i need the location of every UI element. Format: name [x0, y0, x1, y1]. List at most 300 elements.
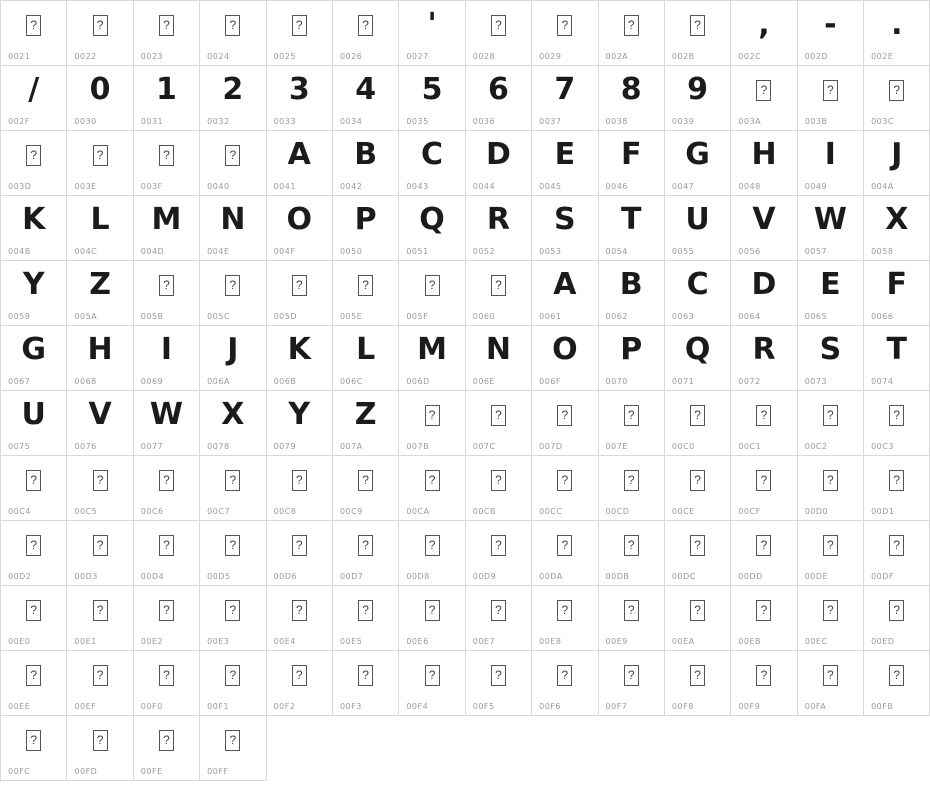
glyph-cell[interactable] [599, 391, 665, 456]
glyph-cell[interactable] [798, 586, 864, 651]
glyph-cell[interactable] [399, 196, 465, 261]
glyph-cell[interactable] [267, 586, 333, 651]
glyph-cell[interactable] [134, 651, 200, 716]
glyph-cell[interactable] [333, 261, 399, 326]
glyph-character: R [486, 202, 510, 237]
glyph-cell[interactable] [67, 521, 133, 586]
glyph-cell[interactable] [864, 521, 930, 586]
glyph-cell[interactable] [731, 391, 797, 456]
glyph-cell[interactable] [599, 196, 665, 261]
glyph-codepoint: 00E9 [605, 637, 628, 646]
glyph-character: I [160, 332, 173, 367]
glyph-cell[interactable] [731, 1, 797, 66]
glyph-cell[interactable] [1, 521, 67, 586]
glyph-codepoint: 00EF [74, 702, 97, 711]
glyph-cell[interactable] [67, 261, 133, 326]
glyph-cell[interactable] [665, 1, 731, 66]
glyph-cell[interactable] [466, 326, 532, 391]
glyph-cell[interactable] [333, 131, 399, 196]
glyph-cell[interactable] [200, 1, 266, 66]
glyph-cell[interactable] [532, 456, 598, 521]
glyph-cell[interactable] [731, 326, 797, 391]
glyph-cell[interactable] [267, 521, 333, 586]
glyph-cell[interactable] [399, 131, 465, 196]
glyph-codepoint: 00DD [738, 572, 763, 581]
glyph-codepoint: 0053 [539, 247, 562, 256]
glyph-cell[interactable] [1, 1, 67, 66]
glyph-cell[interactable] [466, 391, 532, 456]
missing-glyph-box: ? [491, 665, 506, 686]
glyph-cell[interactable] [134, 586, 200, 651]
missing-glyph-icon [532, 523, 597, 567]
missing-glyph-box: ? [491, 15, 506, 36]
glyph-character: C [686, 267, 709, 302]
glyph-cell[interactable] [665, 391, 731, 456]
grid-filler [665, 716, 731, 782]
missing-glyph-box: ? [624, 470, 639, 491]
glyph-cell[interactable] [798, 196, 864, 261]
glyph-cell[interactable] [134, 716, 200, 781]
glyph-codepoint: 0077 [140, 442, 164, 451]
glyph-cell[interactable] [466, 1, 532, 66]
glyph-character: I [824, 137, 836, 172]
glyph-cell[interactable] [864, 651, 930, 716]
glyph-cell[interactable] [267, 326, 333, 391]
missing-glyph-box: ? [93, 665, 108, 686]
glyph-character: W [149, 397, 184, 432]
missing-glyph-box: ? [93, 535, 108, 556]
glyph-codepoint: 0041 [273, 182, 296, 191]
glyph-cell[interactable] [665, 326, 731, 391]
glyph-cell[interactable] [399, 1, 465, 66]
glyph-cell[interactable] [134, 1, 200, 66]
glyph-cell[interactable] [399, 651, 465, 716]
glyph-codepoint: 00F2 [273, 702, 296, 711]
glyph-cell[interactable] [1, 651, 67, 716]
glyph-cell[interactable] [599, 1, 665, 66]
glyph-codepoint: 004B [8, 247, 31, 256]
glyph-cell[interactable] [200, 651, 266, 716]
glyph-cell[interactable] [67, 456, 133, 521]
glyph-cell[interactable] [532, 326, 598, 391]
missing-glyph-icon [333, 263, 398, 307]
glyph-codepoint: 005E [339, 312, 363, 321]
missing-glyph-box: ? [491, 405, 506, 426]
glyph-character: B [354, 137, 378, 172]
missing-glyph-box: ? [756, 535, 771, 556]
glyph-cell[interactable] [67, 651, 133, 716]
glyph-codepoint: 0044 [472, 182, 496, 191]
missing-glyph-box: ? [425, 405, 440, 426]
glyph-cell[interactable] [267, 651, 333, 716]
glyph-cell[interactable] [200, 196, 266, 261]
glyph-cell[interactable] [731, 131, 797, 196]
glyph-cell[interactable] [599, 521, 665, 586]
glyph-codepoint: 003D [8, 182, 32, 191]
glyph-cell[interactable] [333, 326, 399, 391]
missing-glyph-icon [200, 718, 265, 762]
glyph-codepoint: 0071 [671, 377, 695, 386]
glyph-cell[interactable] [532, 66, 598, 131]
glyph-cell[interactable] [466, 66, 532, 131]
glyph-cell[interactable] [399, 66, 465, 131]
glyph-codepoint: 0039 [671, 117, 695, 126]
missing-glyph-box: ? [889, 665, 904, 686]
glyph-codepoint: 00E7 [472, 637, 496, 646]
grid-filler [333, 716, 399, 782]
glyph-cell[interactable] [864, 456, 930, 521]
glyph-character: M [417, 332, 447, 367]
glyph-cell[interactable] [200, 521, 266, 586]
missing-glyph-icon [67, 523, 132, 567]
glyph-cell[interactable] [134, 261, 200, 326]
glyph-codepoint: 00D9 [472, 572, 497, 581]
missing-glyph-icon [399, 458, 464, 502]
glyph-character: X [885, 202, 909, 237]
glyph-cell[interactable] [798, 66, 864, 131]
glyph-codepoint: 00DC [671, 572, 696, 581]
glyph-character: J [891, 137, 903, 172]
glyph-cell[interactable] [1, 326, 67, 391]
glyph-cell[interactable] [864, 586, 930, 651]
glyph-codepoint: 00D8 [406, 572, 430, 581]
glyph-cell[interactable] [466, 521, 532, 586]
glyph-cell[interactable] [67, 586, 133, 651]
grid-filler [798, 716, 864, 782]
missing-glyph-box: ? [159, 535, 174, 556]
glyph-cell[interactable] [731, 651, 797, 716]
glyph-cell[interactable] [134, 66, 200, 131]
glyph-cell[interactable] [798, 521, 864, 586]
glyph-cell[interactable] [399, 456, 465, 521]
glyph-character: 7 [554, 72, 576, 107]
missing-glyph-icon [665, 588, 730, 632]
glyph-character: ' [427, 7, 437, 42]
glyph-codepoint: 0063 [671, 312, 695, 321]
glyph-cell[interactable] [333, 66, 399, 131]
glyph-cell[interactable] [532, 651, 598, 716]
missing-glyph-box: ? [292, 470, 307, 491]
glyph-cell[interactable] [399, 261, 465, 326]
glyph-cell[interactable] [466, 196, 532, 261]
glyph-codepoint: 003B [804, 117, 828, 126]
glyph-cell[interactable] [532, 586, 598, 651]
glyph-character: Y [22, 267, 45, 302]
glyph-codepoint: 0051 [406, 247, 429, 256]
glyph-cell[interactable] [864, 261, 930, 326]
glyph-cell[interactable] [67, 716, 133, 781]
glyph-cell[interactable] [864, 131, 930, 196]
glyph-cell[interactable] [134, 326, 200, 391]
glyph-codepoint: 0076 [74, 442, 97, 451]
missing-glyph-box: ? [26, 15, 41, 36]
glyph-cell[interactable] [399, 391, 465, 456]
glyph-cell[interactable] [67, 131, 133, 196]
glyph-cell[interactable] [200, 326, 266, 391]
missing-glyph-box: ? [889, 80, 904, 101]
missing-glyph-box: ? [225, 600, 240, 621]
glyph-cell[interactable] [532, 261, 598, 326]
missing-glyph-box: ? [159, 600, 174, 621]
missing-glyph-box: ? [889, 535, 904, 556]
missing-glyph-icon [200, 588, 265, 632]
glyph-cell[interactable] [532, 521, 598, 586]
glyph-codepoint: 00E4 [273, 637, 296, 646]
glyph-cell[interactable] [798, 456, 864, 521]
glyph-cell[interactable] [67, 196, 133, 261]
glyph-codepoint: 005B [140, 312, 164, 321]
glyph-cell[interactable] [1, 261, 67, 326]
glyph-cell[interactable] [864, 66, 930, 131]
glyph-cell[interactable] [399, 326, 465, 391]
glyph-cell[interactable] [798, 391, 864, 456]
glyph-codepoint: 0073 [804, 377, 828, 386]
glyph-cell[interactable] [333, 196, 399, 261]
missing-glyph-icon [665, 3, 730, 47]
glyph-cell[interactable] [798, 131, 864, 196]
glyph-character: 8 [620, 72, 642, 107]
glyph-cell[interactable] [200, 131, 266, 196]
glyph-cell[interactable] [864, 326, 930, 391]
missing-glyph-box: ? [823, 470, 838, 491]
glyph-codepoint: 00DA [539, 572, 563, 581]
missing-glyph-box: ? [756, 600, 771, 621]
glyph-cell[interactable] [599, 66, 665, 131]
glyph-cell[interactable] [134, 521, 200, 586]
missing-glyph-icon [333, 3, 398, 47]
glyph-codepoint: 00F4 [406, 702, 429, 711]
glyph-cell[interactable] [333, 521, 399, 586]
glyph-cell[interactable] [864, 196, 930, 261]
glyph-cell[interactable] [864, 391, 930, 456]
glyph-codepoint: 002C [738, 52, 762, 61]
glyph-codepoint: 005F [406, 312, 429, 321]
glyph-codepoint: 0058 [871, 247, 894, 256]
glyph-cell[interactable] [67, 391, 133, 456]
missing-glyph-icon [399, 653, 464, 697]
glyph-cell[interactable] [333, 651, 399, 716]
glyph-character: 4 [355, 72, 377, 107]
glyph-cell[interactable] [267, 456, 333, 521]
glyph-character: V [88, 397, 112, 432]
glyph-cell[interactable] [731, 66, 797, 131]
glyph-cell[interactable] [333, 391, 399, 456]
glyph-cell[interactable] [731, 261, 797, 326]
glyph-codepoint: 005A [74, 312, 98, 321]
missing-glyph-box: ? [491, 275, 506, 296]
missing-glyph-box: ? [93, 15, 108, 36]
missing-glyph-box: ? [26, 730, 41, 751]
glyph-cell[interactable] [333, 586, 399, 651]
missing-glyph-icon [399, 263, 464, 307]
missing-glyph-box: ? [690, 665, 705, 686]
missing-glyph-icon [731, 393, 796, 437]
glyph-cell[interactable] [134, 391, 200, 456]
glyph-cell[interactable] [1, 716, 67, 781]
glyph-cell[interactable] [731, 196, 797, 261]
glyph-codepoint: 00D7 [339, 572, 364, 581]
glyph-codepoint: 00C5 [74, 507, 98, 516]
glyph-codepoint: 0026 [339, 52, 363, 61]
glyph-cell[interactable] [665, 586, 731, 651]
glyph-codepoint: 0067 [8, 377, 31, 386]
glyph-codepoint: 00CE [671, 507, 695, 516]
glyph-cell[interactable] [532, 196, 598, 261]
glyph-cell[interactable] [532, 1, 598, 66]
glyph-cell[interactable] [665, 131, 731, 196]
glyph-cell[interactable] [1, 586, 67, 651]
glyph-codepoint: 00FF [207, 767, 229, 776]
glyph-codepoint: 00F7 [605, 702, 628, 711]
missing-glyph-icon [466, 523, 531, 567]
glyph-cell[interactable] [665, 261, 731, 326]
glyph-codepoint: 0079 [273, 442, 296, 451]
glyph-cell[interactable] [1, 131, 67, 196]
glyph-character: O [286, 202, 313, 237]
glyph-cell[interactable] [665, 456, 731, 521]
glyph-cell[interactable] [466, 261, 532, 326]
glyph-cell[interactable] [267, 1, 333, 66]
glyph-cell[interactable] [200, 586, 266, 651]
glyph-codepoint: 0045 [539, 182, 562, 191]
glyph-character: T [620, 202, 642, 237]
glyph-codepoint: 0031 [140, 117, 164, 126]
glyph-codepoint: 0042 [339, 182, 363, 191]
glyph-cell[interactable] [599, 326, 665, 391]
glyph-codepoint: 0046 [605, 182, 628, 191]
glyph-codepoint: 0055 [671, 247, 695, 256]
glyph-cell[interactable] [134, 196, 200, 261]
glyph-character: D [751, 267, 777, 302]
glyph-cell[interactable] [399, 521, 465, 586]
glyph-codepoint: 00C7 [207, 507, 231, 516]
missing-glyph-icon [67, 3, 132, 47]
missing-glyph-icon [731, 458, 796, 502]
glyph-cell[interactable] [399, 586, 465, 651]
glyph-character: Q [419, 202, 445, 237]
glyph-cell[interactable] [665, 66, 731, 131]
glyph-cell[interactable] [466, 586, 532, 651]
glyph-cell[interactable] [599, 456, 665, 521]
missing-glyph-box: ? [159, 15, 174, 36]
glyph-cell[interactable] [466, 651, 532, 716]
glyph-cell[interactable] [599, 651, 665, 716]
missing-glyph-icon [466, 393, 531, 437]
missing-glyph-box: ? [624, 535, 639, 556]
glyph-cell[interactable] [798, 1, 864, 66]
glyph-cell[interactable] [731, 586, 797, 651]
glyph-codepoint: 00CB [472, 507, 496, 516]
glyph-cell[interactable] [200, 66, 266, 131]
glyph-codepoint: 00D0 [804, 507, 829, 516]
glyph-cell[interactable] [665, 521, 731, 586]
glyph-cell[interactable] [731, 521, 797, 586]
glyph-cell[interactable] [1, 456, 67, 521]
glyph-codepoint: 0025 [273, 52, 296, 61]
glyph-character: P [620, 332, 643, 367]
glyph-cell[interactable] [731, 456, 797, 521]
glyph-cell[interactable] [200, 391, 266, 456]
glyph-cell[interactable] [134, 131, 200, 196]
glyph-cell[interactable] [134, 456, 200, 521]
missing-glyph-box: ? [225, 145, 240, 166]
missing-glyph-box: ? [425, 665, 440, 686]
glyph-character: L [90, 202, 110, 237]
missing-glyph-box: ? [292, 275, 307, 296]
glyph-codepoint: 002E [871, 52, 894, 61]
glyph-cell[interactable] [267, 261, 333, 326]
glyph-cell[interactable] [200, 716, 266, 781]
missing-glyph-icon [864, 653, 929, 697]
missing-glyph-icon [532, 458, 597, 502]
glyph-cell[interactable] [599, 586, 665, 651]
glyph-cell[interactable] [466, 131, 532, 196]
glyph-cell[interactable] [665, 196, 731, 261]
glyph-cell[interactable] [333, 456, 399, 521]
missing-glyph-box: ? [624, 665, 639, 686]
glyph-cell[interactable] [67, 326, 133, 391]
glyph-cell[interactable] [798, 261, 864, 326]
missing-glyph-box: ? [26, 535, 41, 556]
glyph-codepoint: 00E8 [539, 637, 562, 646]
grid-filler [532, 716, 598, 782]
glyph-cell[interactable] [200, 456, 266, 521]
glyph-codepoint: 007E [605, 442, 628, 451]
missing-glyph-icon [67, 133, 132, 177]
glyph-cell[interactable] [267, 391, 333, 456]
missing-glyph-box: ? [225, 665, 240, 686]
missing-glyph-icon [1, 718, 66, 762]
missing-glyph-icon [798, 523, 863, 567]
missing-glyph-icon [399, 588, 464, 632]
grid-filler [864, 716, 930, 782]
glyph-cell[interactable] [267, 131, 333, 196]
glyph-cell[interactable] [1, 66, 67, 131]
glyph-cell[interactable] [1, 391, 67, 456]
glyph-cell[interactable] [798, 651, 864, 716]
glyph-cell[interactable] [67, 1, 133, 66]
glyph-codepoint: 00CF [738, 507, 761, 516]
glyph-cell[interactable] [333, 1, 399, 66]
missing-glyph-box: ? [292, 15, 307, 36]
glyph-cell[interactable] [665, 651, 731, 716]
glyph-cell[interactable] [599, 131, 665, 196]
glyph-cell[interactable] [200, 261, 266, 326]
missing-glyph-icon [466, 3, 531, 47]
glyph-character: . [891, 7, 903, 42]
glyph-cell[interactable] [532, 391, 598, 456]
missing-glyph-box: ? [690, 15, 705, 36]
glyph-codepoint: 003A [738, 117, 762, 126]
glyph-cell[interactable] [67, 66, 133, 131]
glyph-character: W [813, 202, 847, 237]
glyph-cell[interactable] [267, 66, 333, 131]
glyph-cell[interactable] [267, 196, 333, 261]
missing-glyph-icon [267, 588, 332, 632]
glyph-cell[interactable] [798, 326, 864, 391]
glyph-codepoint: 007C [472, 442, 496, 451]
glyph-cell[interactable] [864, 1, 930, 66]
glyph-character: K [287, 332, 311, 367]
glyph-cell[interactable] [599, 261, 665, 326]
glyph-character: 6 [487, 72, 509, 107]
glyph-codepoint: 00C6 [140, 507, 164, 516]
glyph-cell[interactable] [466, 456, 532, 521]
glyph-cell[interactable] [532, 131, 598, 196]
missing-glyph-box: ? [159, 275, 174, 296]
glyph-cell[interactable] [1, 196, 67, 261]
glyph-codepoint: 006D [406, 377, 430, 386]
